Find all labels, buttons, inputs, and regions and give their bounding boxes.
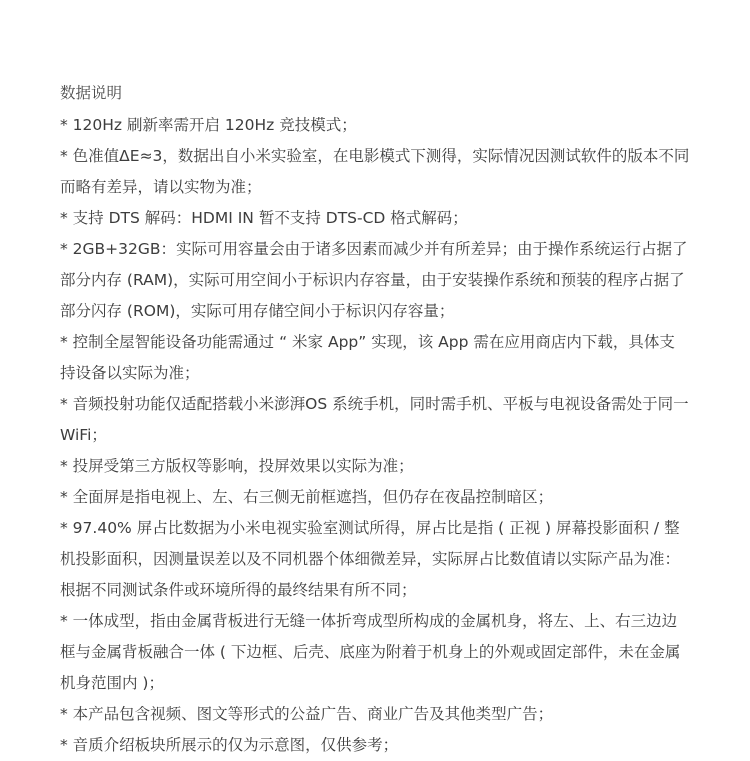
section-title: 数据说明 [60,84,123,102]
note-item: * 音质介绍板块所展示的仅为示意图，仅供参考； [60,736,399,754]
note-item: * 本产品包含视频、图文等形式的公益广告、商业广告及其他类型广告； [60,705,554,723]
note-item: * 一体成型，指由金属背板进行无缝一体折弯成型所构成的金属机身，将左、上、右三边边框与金属背板融合一体 ( 下边框、后壳、底座为附着于机身上的外观或固定部件，未在金属机身范围内 )； [60,612,681,692]
note-item: * 支持 DTS 解码：HDMI IN 暂不支持 DTS-CD 格式解码； [60,209,468,227]
note-item: * 色准值ΔE≈3，数据出自小米实验室，在电影模式下测得，实际情况因测试软件的版本不同而略有差异，请以实物为准； [60,147,690,196]
note-item: * 控制全屋智能设备功能需通过 “ 米家 App” 实现，该 App 需在应用商店内下载，具体支持设备以实际为准； [60,333,675,382]
note-item: * 全面屏是指电视上、左、右三侧无前框遮挡，但仍存在夜晶控制暗区； [60,488,554,506]
note-item: * 2GB+32GB：实际可用容量会由于诸多因素而减少并有所差异；由于操作系统运行占据了部分内存 (RAM)，实际可用空间小于标识内存容量，由于安装操作系统和预装的程序占据了部分闪存 (ROM)，实际可用存储空间小于标识闪存容量； [60,240,688,320]
note-item: * 97.40% 屏占比数据为小米电视实验室测试所得，屏占比是指 ( 正视 ) 屏幕投影面积 / 整机投影面积，因测量误差以及不同机器个体细微差异，实际屏占比数值请以实际产品为准：根据不同测试条件或环境所得的最终结果有所不同； [60,519,681,599]
note-item: * 投屏受第三方版权等影响，投屏效果以实际为准； [60,457,414,475]
note-item: * 120Hz 刷新率需开启 120Hz 竞技模式； [60,116,357,134]
note-item: * 音频投射功能仅适配搭载小米澎湃OS 系统手机，同时需手机、平板与电视设备需处于同一 WiFi； [60,395,689,444]
notes-list [60,110,690,761]
